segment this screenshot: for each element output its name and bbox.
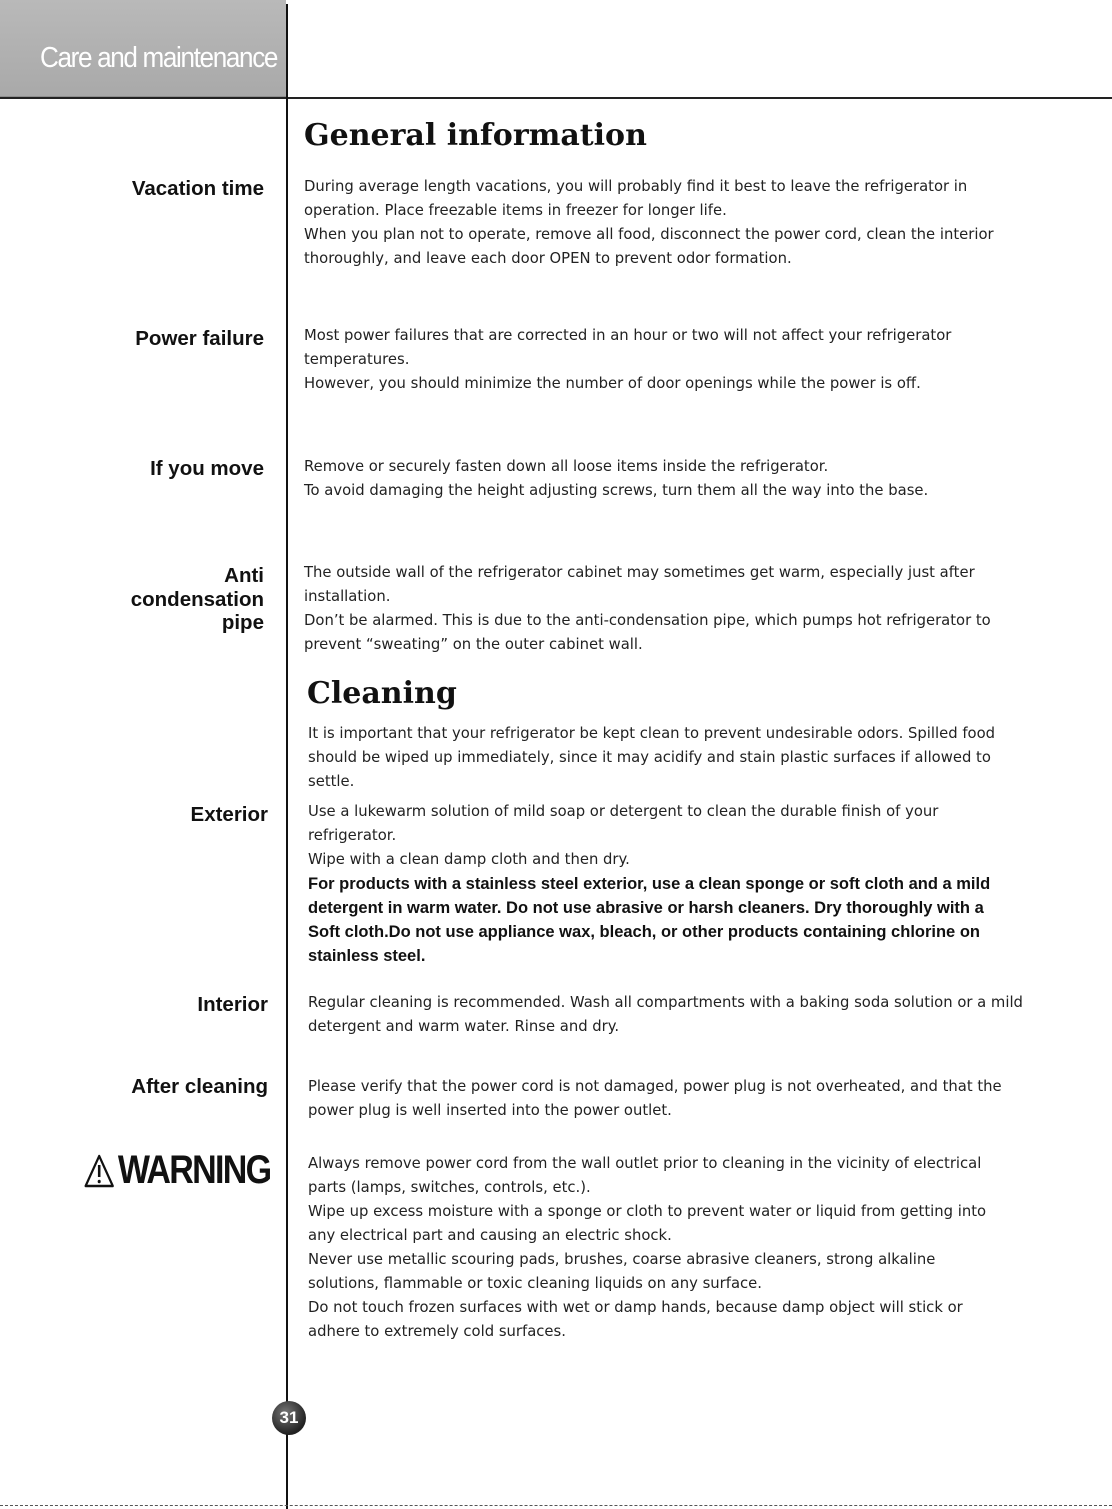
power-failure-text (304, 324, 1004, 396)
header-rule (0, 97, 1112, 99)
anti-line: The outside wall of the refrigerator cabinet may sometimes get warm, especially just after installation. (304, 564, 975, 605)
warning-label-text: WARNING (117, 1148, 270, 1192)
warning-line: Do not touch frozen surfaces with wet or damp hands, because damp object will stick or adhere to extremely cold surfaces. (308, 1299, 963, 1340)
vacation-line: During average length vacations, you will probably find it best to leave the refrigerator in operation. Place freezable items in freezer for longer life. (304, 178, 968, 219)
cleaning-intro-text: It is important that your refrigerator be kept clean to prevent undesirable odors. Spilled food should be wiped up immediately, since it may acidify and stain plastic surfaces if allowed to settle. (308, 725, 996, 790)
after-cleaning-text: Please verify that the power cord is not damaged, power plug is not overheated, and that the power plug is well inserted into the power outlet. (308, 1078, 1002, 1119)
interior-label: Interior (197, 993, 268, 1016)
stainless-steel-note: For products with a stainless steel exterior, use a clean sponge or soft cloth and a mild detergent in warm water. Do not use abrasive or harsh cleaners. Dry thoroughly with a Soft cloth.Do not use appliance wax, bleach, or other products containing chlorine on stainless steel. (308, 875, 991, 965)
power-line: However, you should minimize the number of door openings while the power is off. (304, 375, 921, 392)
warning-line: Wipe up excess moisture with a sponge or cloth to prevent water or liquid from getting into any electrical part and causing an electric shock. (308, 1203, 987, 1244)
exterior-label: Exterior (190, 803, 268, 826)
section-tab-title: Care and maintenance (40, 42, 278, 74)
move-line: Remove or securely fasten down all loose items inside the refrigerator. (304, 458, 829, 475)
power-failure-label: Power failure (135, 327, 264, 350)
move-line: To avoid damaging the height adjusting screws, turn them all the way into the base. (304, 482, 929, 499)
warning-line: Never use metallic scouring pads, brushes, coarse abrasive cleaners, strong alkaline solutions, flammable or toxic cleaning liquids on any surface. (308, 1251, 936, 1292)
if-you-move-label: If you move (150, 457, 264, 480)
anti-label-line: condensation (130, 587, 264, 611)
general-information-heading: General information (304, 118, 647, 153)
vacation-time-label: Vacation time (131, 177, 264, 200)
warning-line: Always remove power cord from the wall outlet prior to cleaning in the vicinity of electrical parts (lamps, switches, controls, etc.). (308, 1155, 982, 1196)
warning-triangle-icon (84, 1154, 115, 1188)
exterior-line: Wipe with a clean damp cloth and then dry. (308, 851, 630, 868)
anti-line: Don’t be alarmed. This is due to the anti-condensation pipe, which pumps hot refrigerator to prevent “sweating” on the outer cabinet wall. (304, 612, 991, 653)
margin-rule (286, 4, 288, 1509)
page-bottom-rule (0, 1505, 1112, 1506)
interior-text: Regular cleaning is recommended. Wash all compartments with a baking soda solution or a mild detergent and warm water. Rinse and dry. (308, 994, 1023, 1035)
page-number: 31 (272, 1401, 306, 1435)
anti-label-line: Anti (224, 564, 264, 587)
warning-label (84, 1148, 270, 1193)
section-tab (0, 0, 286, 98)
warning-text (308, 1152, 1008, 1344)
exterior-line: Use a lukewarm solution of mild soap or detergent to clean the durable finish of your refrigerator. (308, 803, 939, 844)
anti-condensation-label (131, 564, 264, 635)
if-you-move-text (304, 455, 1004, 503)
power-line: Most power failures that are corrected in an hour or two will not affect your refrigerator temperatures. (304, 327, 952, 368)
after-cleaning-label: After cleaning (131, 1075, 268, 1098)
vacation-line: When you plan not to operate, remove all food, disconnect the power cord, clean the interior thoroughly, and leave each door OPEN to prevent odor formation. (304, 226, 994, 267)
vacation-time-text (304, 175, 1004, 271)
cleaning-heading: Cleaning (307, 676, 457, 711)
exterior-text (308, 800, 1008, 968)
anti-condensation-text (304, 561, 1004, 657)
anti-label-line: pipe (221, 611, 264, 634)
